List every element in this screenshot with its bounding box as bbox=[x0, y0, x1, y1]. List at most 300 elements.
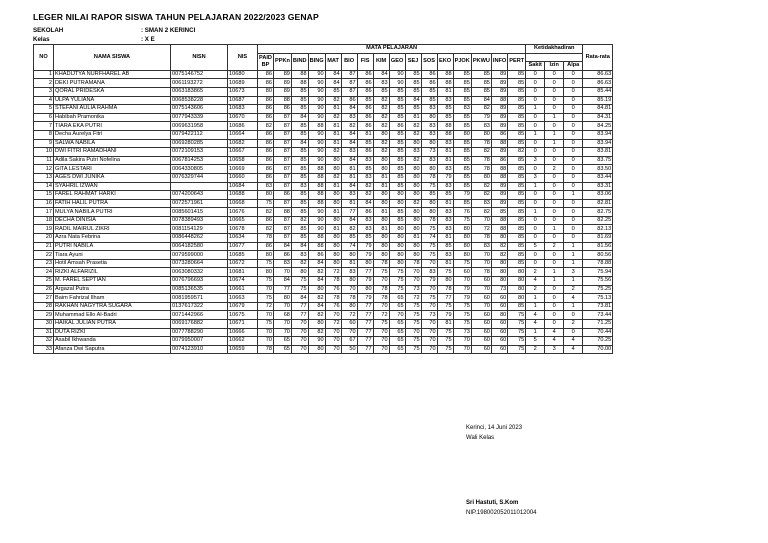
header-subject: BIND bbox=[291, 53, 308, 70]
cell-grade: 85 bbox=[453, 156, 471, 165]
cell-grade: 73 bbox=[491, 285, 507, 294]
cell-grade: 75 bbox=[421, 182, 437, 191]
cell-grade: 87 bbox=[274, 216, 292, 225]
cell-nisn: 0078389493 bbox=[171, 216, 228, 225]
cell-average: 83.06 bbox=[583, 191, 613, 200]
cell-nisn: 0069631958 bbox=[171, 122, 228, 131]
cell-grade: 80 bbox=[308, 345, 325, 354]
cell-nisn: 0079599000 bbox=[171, 251, 228, 260]
cell-grade: 85 bbox=[508, 208, 526, 217]
cell-grade: 83 bbox=[341, 268, 357, 277]
table-row bbox=[34, 294, 613, 303]
cell-no: 33 bbox=[34, 345, 54, 354]
header-subject: PKWU bbox=[471, 53, 491, 70]
cell-average: 84.25 bbox=[583, 122, 613, 131]
cell-nis: 10679 bbox=[228, 302, 258, 311]
table-row bbox=[34, 70, 613, 79]
cell-absence: 0 bbox=[564, 311, 583, 320]
cell-grade: 84 bbox=[341, 182, 357, 191]
cell-grade: 80 bbox=[453, 242, 471, 251]
cell-grade: 80 bbox=[357, 285, 373, 294]
cell-grade: 87 bbox=[274, 173, 292, 182]
cell-grade: 86 bbox=[357, 113, 373, 122]
cell-average: 83.94 bbox=[583, 130, 613, 139]
cell-grade: 80 bbox=[325, 199, 341, 208]
cell-grade: 80 bbox=[308, 320, 325, 329]
cell-grade: 75 bbox=[508, 320, 526, 329]
cell-absence: 1 bbox=[564, 302, 583, 311]
cell-grade: 70 bbox=[405, 268, 421, 277]
cell-grade: 84 bbox=[291, 139, 308, 148]
cell-grade: 85 bbox=[421, 87, 437, 96]
cell-grade: 77 bbox=[357, 328, 373, 337]
cell-grade: 86 bbox=[258, 242, 274, 251]
cell-grade: 84 bbox=[308, 259, 325, 268]
cell-grade: 70 bbox=[471, 216, 491, 225]
table-row bbox=[34, 199, 613, 208]
cell-grade: 84 bbox=[341, 216, 357, 225]
cell-grade: 60 bbox=[491, 294, 507, 303]
cell-grade: 89 bbox=[491, 105, 507, 114]
cell-grade: 60 bbox=[471, 337, 491, 346]
cell-grade: 85 bbox=[453, 182, 471, 191]
cell-grade: 85 bbox=[291, 208, 308, 217]
cell-nis: 10659 bbox=[228, 345, 258, 354]
cell-grade: 80 bbox=[508, 268, 526, 277]
cell-absence: 0 bbox=[545, 302, 564, 311]
cell-absence: 1 bbox=[564, 242, 583, 251]
cell-nis: 10684 bbox=[228, 182, 258, 191]
cell-grade: 86 bbox=[357, 105, 373, 114]
cell-absence: 0 bbox=[545, 173, 564, 182]
cell-grade: 70 bbox=[421, 320, 437, 329]
cell-grade: 80 bbox=[325, 191, 341, 200]
cell-grade: 84 bbox=[274, 277, 292, 286]
cell-grade: 82 bbox=[471, 208, 491, 217]
cell-grade: 88 bbox=[291, 70, 308, 79]
cell-absence: 4 bbox=[526, 311, 545, 320]
cell-grade: 60 bbox=[491, 337, 507, 346]
cell-nisn bbox=[171, 182, 228, 191]
cell-absence: 2 bbox=[526, 345, 545, 354]
cell-grade: 81 bbox=[325, 122, 341, 131]
cell-grade: 88 bbox=[491, 96, 507, 105]
table-row bbox=[34, 165, 613, 174]
cell-grade: 85 bbox=[389, 165, 405, 174]
cell-grade: 90 bbox=[308, 156, 325, 165]
page-title: LEGER NILAI RAPOR SISWA TAHUN PELAJARAN 2022/2023 GENAP bbox=[33, 12, 319, 22]
cell-grade: 79 bbox=[357, 294, 373, 303]
cell-grade: 81 bbox=[373, 225, 389, 234]
cell-nis: 10678 bbox=[228, 225, 258, 234]
cell-grade: 88 bbox=[437, 130, 453, 139]
header-subjects-group: MATA PELAJARAN bbox=[258, 45, 526, 54]
cell-grade: 80 bbox=[491, 234, 507, 243]
cell-no: 23 bbox=[34, 259, 54, 268]
cell-grade: 86 bbox=[258, 216, 274, 225]
table-row bbox=[34, 285, 613, 294]
cell-grade: 75 bbox=[437, 302, 453, 311]
cell-grade: 83 bbox=[437, 182, 453, 191]
cell-average: 85.19 bbox=[583, 96, 613, 105]
cell-grade: 82 bbox=[341, 225, 357, 234]
signature-nip: NIP.198002052011012004 bbox=[466, 510, 537, 516]
class-value: : X E bbox=[141, 36, 155, 43]
cell-grade: 81 bbox=[357, 130, 373, 139]
cell-grade: 81 bbox=[437, 259, 453, 268]
cell-absence: 0 bbox=[564, 87, 583, 96]
cell-grade: 82 bbox=[308, 268, 325, 277]
cell-grade: 80 bbox=[491, 311, 507, 320]
cell-grade: 80 bbox=[258, 191, 274, 200]
cell-grade: 82 bbox=[325, 148, 341, 157]
cell-absence: 3 bbox=[545, 345, 564, 354]
cell-average: 82.75 bbox=[583, 208, 613, 217]
cell-name: Decha Aurelya Fitri bbox=[54, 130, 171, 139]
cell-grade: 80 bbox=[453, 234, 471, 243]
cell-grade: 85 bbox=[453, 173, 471, 182]
cell-grade: 85 bbox=[453, 96, 471, 105]
school-row bbox=[33, 27, 196, 34]
cell-grade: 86 bbox=[357, 208, 373, 217]
cell-grade: 83 bbox=[357, 173, 373, 182]
cell-grade: 81 bbox=[373, 208, 389, 217]
cell-grade: 86 bbox=[491, 156, 507, 165]
cell-grade: 75 bbox=[453, 259, 471, 268]
class-label: Kelas bbox=[33, 36, 50, 43]
cell-grade: 85 bbox=[357, 165, 373, 174]
cell-grade: 70 bbox=[405, 328, 421, 337]
cell-nisn: 0085136535 bbox=[171, 285, 228, 294]
cell-grade: 86 bbox=[258, 130, 274, 139]
cell-absence: 0 bbox=[545, 79, 564, 88]
table-row bbox=[34, 328, 613, 337]
cell-grade: 85 bbox=[437, 113, 453, 122]
header-subject: FIS bbox=[357, 53, 373, 70]
cell-grade: 85 bbox=[508, 191, 526, 200]
cell-grade: 90 bbox=[308, 113, 325, 122]
cell-name: QORAL PRIDESKA bbox=[54, 87, 171, 96]
cell-grade: 80 bbox=[373, 156, 389, 165]
cell-grade: 86 bbox=[357, 79, 373, 88]
cell-grade: 81 bbox=[437, 234, 453, 243]
cell-grade: 85 bbox=[508, 79, 526, 88]
cell-grade: 82 bbox=[373, 96, 389, 105]
cell-name: KHADIJTYA NURFHAREL AB bbox=[54, 70, 171, 79]
cell-absence: 0 bbox=[526, 251, 545, 260]
table-row bbox=[34, 320, 613, 329]
cell-grade: 82 bbox=[373, 148, 389, 157]
cell-absence: 1 bbox=[526, 105, 545, 114]
cell-grade: 70 bbox=[341, 285, 357, 294]
cell-grade: 75 bbox=[405, 302, 421, 311]
cell-grade: 77 bbox=[357, 311, 373, 320]
cell-nisn: 0079950007 bbox=[171, 337, 228, 346]
cell-grade: 86 bbox=[357, 122, 373, 131]
cell-grade: 77 bbox=[357, 337, 373, 346]
cell-grade: 82 bbox=[325, 173, 341, 182]
cell-grade: 70 bbox=[421, 345, 437, 354]
cell-grade: 75 bbox=[453, 302, 471, 311]
cell-grade: 81 bbox=[325, 225, 341, 234]
cell-grade: 75 bbox=[258, 199, 274, 208]
cell-grade: 88 bbox=[491, 139, 507, 148]
cell-grade: 85 bbox=[389, 173, 405, 182]
cell-no: 25 bbox=[34, 277, 54, 286]
cell-name: HAIKAL JULIAN PUTRA bbox=[54, 320, 171, 329]
cell-grade: 80 bbox=[373, 216, 389, 225]
cell-grade: 85 bbox=[437, 242, 453, 251]
cell-absence: 0 bbox=[545, 105, 564, 114]
cell-grade: 78 bbox=[471, 156, 491, 165]
cell-grade: 85 bbox=[405, 105, 421, 114]
cell-grade: 85 bbox=[453, 139, 471, 148]
cell-grade: 75 bbox=[373, 268, 389, 277]
cell-nis: 10662 bbox=[228, 337, 258, 346]
cell-grade: 81 bbox=[341, 199, 357, 208]
cell-grade: 90 bbox=[308, 130, 325, 139]
cell-grade: 89 bbox=[491, 191, 507, 200]
cell-absence: 0 bbox=[526, 234, 545, 243]
cell-grade: 88 bbox=[491, 165, 507, 174]
cell-average: 70.44 bbox=[583, 328, 613, 337]
table-row bbox=[34, 173, 613, 182]
cell-absence: 0 bbox=[545, 70, 564, 79]
cell-grade: 82 bbox=[373, 139, 389, 148]
cell-grade: 90 bbox=[389, 79, 405, 88]
cell-grade: 80 bbox=[405, 225, 421, 234]
cell-grade: 72 bbox=[325, 268, 341, 277]
cell-grade: 82 bbox=[308, 294, 325, 303]
cell-grade: 77 bbox=[357, 302, 373, 311]
cell-grade: 60 bbox=[341, 320, 357, 329]
cell-absence: 1 bbox=[526, 302, 545, 311]
cell-grade: 79 bbox=[453, 191, 471, 200]
cell-grade: 81 bbox=[325, 139, 341, 148]
cell-nis: 10685 bbox=[228, 251, 258, 260]
cell-name: Argazal Putra bbox=[54, 285, 171, 294]
cell-absence: 0 bbox=[526, 87, 545, 96]
cell-no: 20 bbox=[34, 234, 54, 243]
cell-grade: 86 bbox=[308, 251, 325, 260]
cell-absence: 1 bbox=[545, 139, 564, 148]
grades-table bbox=[33, 44, 613, 354]
cell-no: 11 bbox=[34, 156, 54, 165]
cell-grade: 83 bbox=[437, 165, 453, 174]
cell-nis: 10683 bbox=[228, 105, 258, 114]
cell-grade: 80 bbox=[421, 139, 437, 148]
cell-grade: 85 bbox=[357, 139, 373, 148]
cell-name: PUTRI NABILA bbox=[54, 242, 171, 251]
cell-grade: 60 bbox=[471, 328, 491, 337]
cell-grade: 85 bbox=[389, 216, 405, 225]
cell-grade: 84 bbox=[373, 70, 389, 79]
cell-grade: 83 bbox=[437, 216, 453, 225]
cell-absence: 0 bbox=[526, 96, 545, 105]
header-subject: KIM bbox=[373, 53, 389, 70]
cell-absence: 1 bbox=[564, 259, 583, 268]
cell-grade: 85 bbox=[453, 87, 471, 96]
cell-name: SYAHRIL IZWAN bbox=[54, 182, 171, 191]
cell-grade: 82 bbox=[308, 328, 325, 337]
cell-average: 83.50 bbox=[583, 165, 613, 174]
cell-absence: 0 bbox=[564, 130, 583, 139]
cell-grade: 80 bbox=[508, 294, 526, 303]
cell-absence: 0 bbox=[526, 148, 545, 157]
cell-nis: 10682 bbox=[228, 139, 258, 148]
cell-average: 82.25 bbox=[583, 216, 613, 225]
cell-grade: 81 bbox=[325, 208, 341, 217]
cell-grade: 70 bbox=[421, 259, 437, 268]
cell-grade: 89 bbox=[491, 79, 507, 88]
cell-average: 75.13 bbox=[583, 294, 613, 303]
cell-absence: 0 bbox=[526, 259, 545, 268]
table-row bbox=[34, 216, 613, 225]
cell-grade: 86 bbox=[258, 113, 274, 122]
cell-grade: 81 bbox=[341, 165, 357, 174]
cell-grade: 86 bbox=[258, 148, 274, 157]
cell-grade: 90 bbox=[308, 216, 325, 225]
header-absence-2: Alpa bbox=[564, 62, 583, 71]
cell-nisn: 0064182580 bbox=[171, 242, 228, 251]
cell-grade: 83 bbox=[437, 208, 453, 217]
cell-name: Asabil Ikhwanda bbox=[54, 337, 171, 346]
cell-absence: 0 bbox=[564, 216, 583, 225]
cell-grade: 90 bbox=[308, 96, 325, 105]
cell-absence: 0 bbox=[526, 199, 545, 208]
cell-name: SALWA NABILA bbox=[54, 139, 171, 148]
cell-grade: 75 bbox=[389, 277, 405, 286]
cell-absence: 0 bbox=[526, 225, 545, 234]
cell-nisn: 0067814253 bbox=[171, 156, 228, 165]
cell-nis: 10667 bbox=[228, 148, 258, 157]
cell-absence: 0 bbox=[545, 251, 564, 260]
cell-nis: 10663 bbox=[228, 294, 258, 303]
cell-nis: 10674 bbox=[228, 277, 258, 286]
cell-no: 30 bbox=[34, 320, 54, 329]
cell-grade: 80 bbox=[491, 259, 507, 268]
cell-grade: 89 bbox=[491, 148, 507, 157]
cell-grade: 80 bbox=[405, 139, 421, 148]
cell-grade: 80 bbox=[508, 285, 526, 294]
cell-grade: 77 bbox=[357, 268, 373, 277]
cell-grade: 83 bbox=[291, 251, 308, 260]
cell-grade: 70 bbox=[258, 311, 274, 320]
cell-average: 85.44 bbox=[583, 87, 613, 96]
cell-name: RIZKI ALFARIZIL bbox=[54, 268, 171, 277]
cell-grade: 80 bbox=[389, 242, 405, 251]
cell-absence: 0 bbox=[564, 165, 583, 174]
cell-grade: 60 bbox=[491, 320, 507, 329]
cell-grade: 84 bbox=[405, 96, 421, 105]
cell-grade: 78 bbox=[373, 294, 389, 303]
cell-grade: 83 bbox=[357, 225, 373, 234]
cell-absence: 4 bbox=[545, 337, 564, 346]
cell-grade: 79 bbox=[357, 277, 373, 286]
cell-absence: 1 bbox=[545, 130, 564, 139]
cell-absence: 2 bbox=[564, 285, 583, 294]
cell-name: Tiara Ayuni bbox=[54, 251, 171, 260]
cell-absence: 4 bbox=[564, 345, 583, 354]
cell-grade: 90 bbox=[308, 337, 325, 346]
cell-grade: 65 bbox=[389, 328, 405, 337]
cell-average: 82.81 bbox=[583, 199, 613, 208]
cell-nisn: 0137617322 bbox=[171, 302, 228, 311]
cell-no: 27 bbox=[34, 294, 54, 303]
cell-name: DECHA DINISIA bbox=[54, 216, 171, 225]
cell-absence: 3 bbox=[526, 173, 545, 182]
cell-grade: 87 bbox=[274, 130, 292, 139]
cell-absence: 0 bbox=[564, 199, 583, 208]
cell-average: 83.31 bbox=[583, 182, 613, 191]
cell-grade: 70 bbox=[471, 251, 491, 260]
cell-grade: 87 bbox=[341, 70, 357, 79]
cell-grade: 80 bbox=[325, 242, 341, 251]
cell-grade: 85 bbox=[508, 87, 526, 96]
cell-absence: 0 bbox=[545, 148, 564, 157]
cell-grade: 78 bbox=[341, 294, 357, 303]
cell-grade: 76 bbox=[325, 285, 341, 294]
cell-grade: 72 bbox=[341, 311, 357, 320]
cell-grade: 85 bbox=[437, 191, 453, 200]
cell-grade: 85 bbox=[471, 70, 491, 79]
cell-grade: 75 bbox=[437, 268, 453, 277]
cell-grade: 90 bbox=[308, 87, 325, 96]
cell-no: 5 bbox=[34, 105, 54, 114]
cell-name: MULYA NABILA PUTRI bbox=[54, 208, 171, 217]
school-value: : SMAN 2 KERINCI bbox=[141, 27, 196, 34]
cell-grade: 70 bbox=[373, 345, 389, 354]
cell-nisn: 0068538228 bbox=[171, 96, 228, 105]
cell-grade: 82 bbox=[405, 156, 421, 165]
cell-grade: 75 bbox=[405, 337, 421, 346]
cell-grade: 80 bbox=[421, 199, 437, 208]
cell-name: AGES DWI JUNIKA bbox=[54, 173, 171, 182]
cell-grade: 88 bbox=[308, 165, 325, 174]
cell-grade: 70 bbox=[325, 328, 341, 337]
cell-grade: 85 bbox=[389, 113, 405, 122]
cell-grade: 83 bbox=[341, 113, 357, 122]
cell-grade: 75 bbox=[453, 311, 471, 320]
cell-grade: 79 bbox=[437, 173, 453, 182]
cell-absence: 1 bbox=[564, 277, 583, 286]
cell-grade: 70 bbox=[325, 345, 341, 354]
cell-average: 84.81 bbox=[583, 105, 613, 114]
cell-nis: 10681 bbox=[228, 268, 258, 277]
cell-grade: 60 bbox=[471, 345, 491, 354]
cell-grade: 80 bbox=[373, 165, 389, 174]
cell-average: 83.81 bbox=[583, 148, 613, 157]
cell-grade: 85 bbox=[341, 234, 357, 243]
cell-absence: 0 bbox=[545, 191, 564, 200]
cell-grade: 70 bbox=[373, 337, 389, 346]
cell-grade: 70 bbox=[471, 259, 491, 268]
cell-average: 84.31 bbox=[583, 113, 613, 122]
cell-grade: 70 bbox=[421, 337, 437, 346]
table-row bbox=[34, 182, 613, 191]
cell-nisn: 0071442966 bbox=[171, 311, 228, 320]
cell-grade: 76 bbox=[453, 208, 471, 217]
cell-nisn: 0077943339 bbox=[171, 113, 228, 122]
cell-grade: 80 bbox=[389, 199, 405, 208]
cell-grade: 83 bbox=[405, 148, 421, 157]
cell-grade: 80 bbox=[405, 165, 421, 174]
cell-grade: 73 bbox=[405, 285, 421, 294]
cell-absence: 1 bbox=[526, 328, 545, 337]
cell-grade: 78 bbox=[405, 259, 421, 268]
cell-name: Baim Fahrizal Ilham bbox=[54, 294, 171, 303]
cell-grade: 80 bbox=[471, 130, 491, 139]
